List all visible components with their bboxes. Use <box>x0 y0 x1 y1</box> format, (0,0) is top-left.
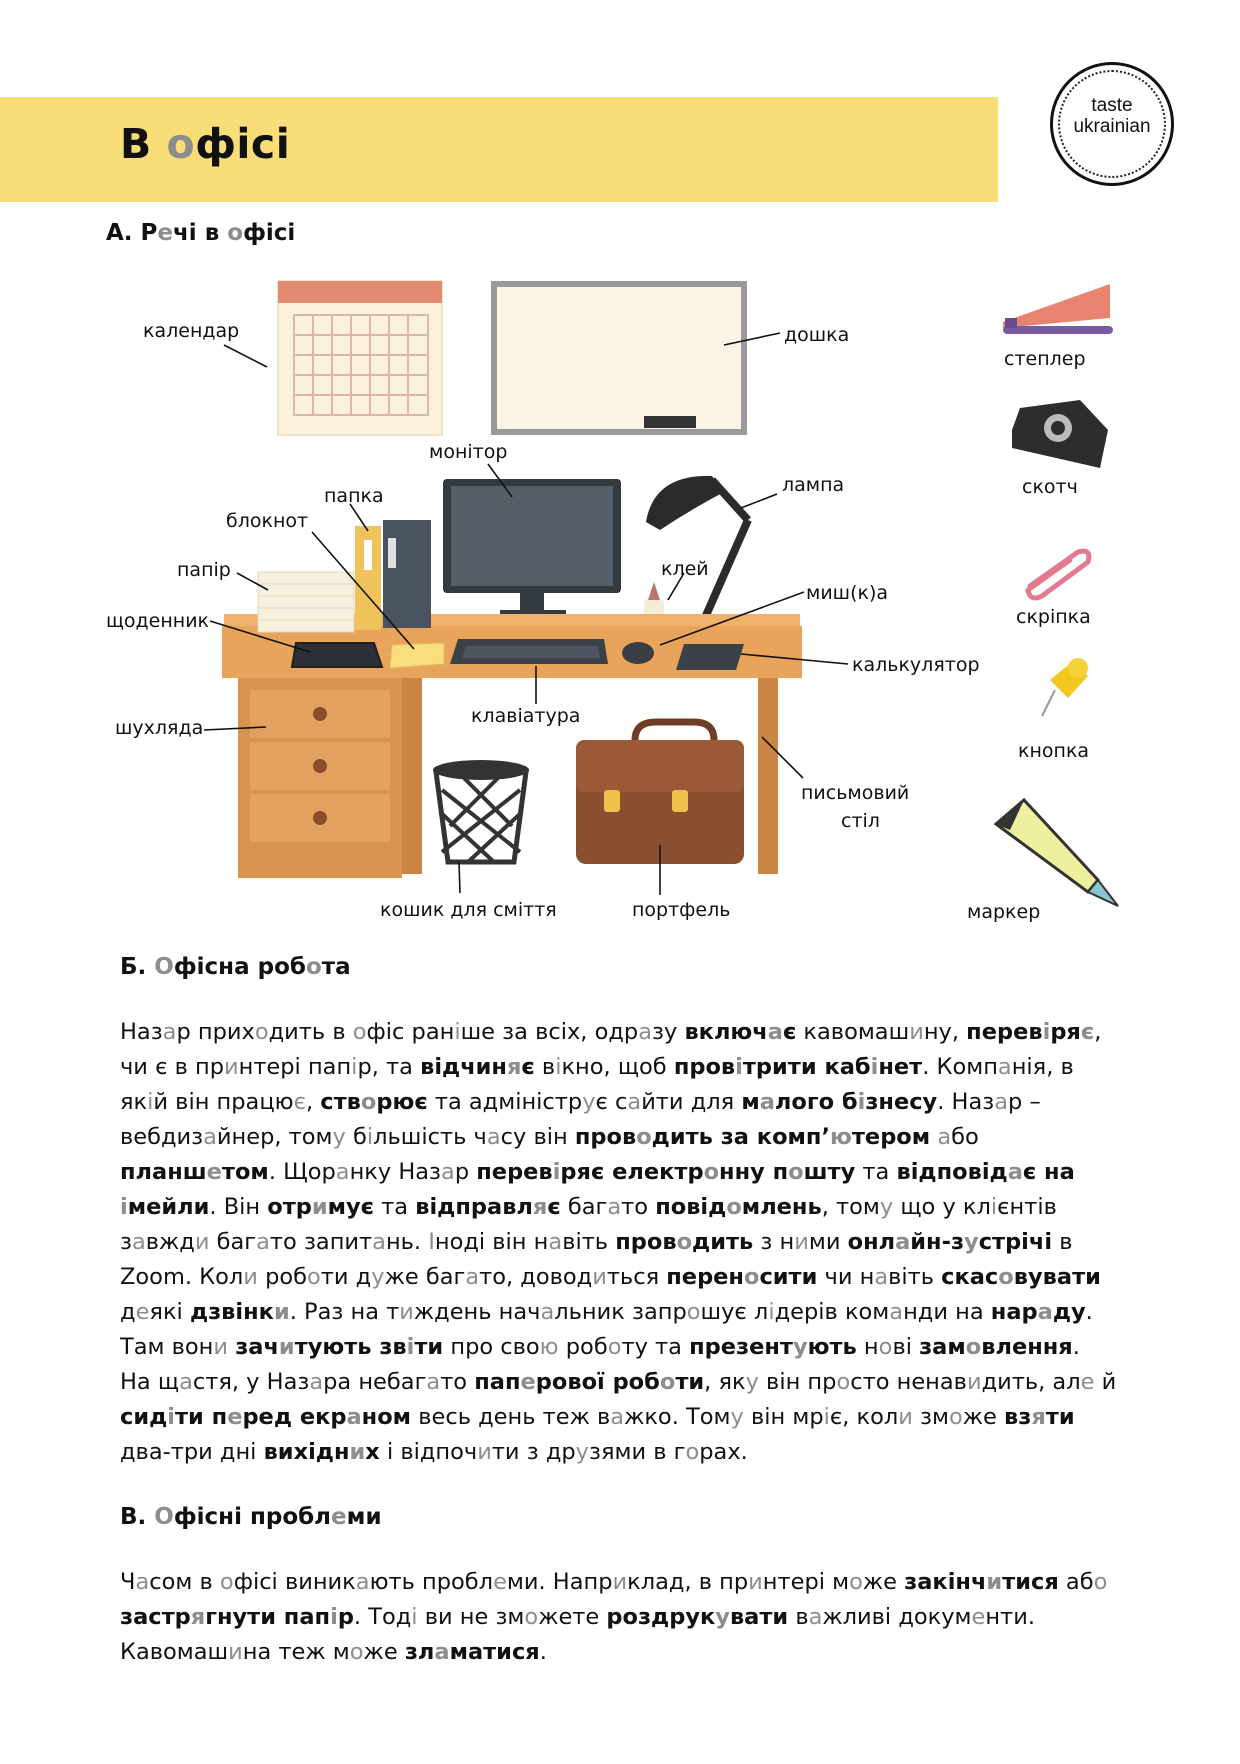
label-diary: щоденник <box>106 610 210 632</box>
label-monitor: монітор <box>429 441 508 463</box>
page-title: В офісі <box>120 120 291 168</box>
paperclip-image <box>1028 551 1089 598</box>
label-paperclip: скріпка <box>1016 606 1091 628</box>
label-keyboard: клавіатура <box>471 705 581 727</box>
folders-image <box>355 520 431 630</box>
notepad-image <box>390 643 444 668</box>
label-board: дошка <box>784 324 850 346</box>
tape-dispenser-image <box>1012 400 1108 468</box>
diary-image <box>292 643 382 667</box>
calculator-image <box>676 644 744 670</box>
label-desk-line-2: стіл <box>841 810 880 832</box>
label-notepad: блокнот <box>226 510 309 532</box>
logo-line-1: taste <box>1091 95 1133 116</box>
label-paper: папір <box>177 559 231 581</box>
label-calculator: калькулятор <box>852 654 980 676</box>
label-folder: папка <box>324 485 384 507</box>
section-c-heading: В. Офісні проблеми <box>120 1504 382 1530</box>
label-briefcase: портфель <box>632 899 731 921</box>
label-mouse: миш(к)а <box>806 582 889 604</box>
stapler-image <box>1003 284 1113 334</box>
logo-line-2: ukrainian <box>1073 116 1151 137</box>
calendar-image <box>278 281 442 435</box>
trash-bin-image <box>433 760 529 862</box>
label-calendar: календар <box>143 320 240 342</box>
section-c-paragraph: Часом в офісі виникають проблеми. Наприклад, в принтері може закінчитися або застрягнути папір. Тоді ви не зможете роздрукувати важливі документи. Кавомашина теж може зламатися. <box>120 1569 1108 1665</box>
label-tape: скотч <box>1022 476 1078 498</box>
label-lamp: лампа <box>782 474 845 496</box>
label-trash: кошик для сміття <box>380 899 557 921</box>
whiteboard-image <box>494 284 744 432</box>
section-a-heading: А. Речі в офісі <box>106 220 296 246</box>
label-pushpin: кнопка <box>1018 740 1090 762</box>
label-drawer: шухляда <box>115 717 204 739</box>
briefcase-image <box>576 722 744 864</box>
label-marker: маркер <box>967 901 1041 923</box>
label-stapler: степлер <box>1004 348 1086 370</box>
section-b-heading: Б. Офісна робота <box>120 954 351 980</box>
pushpin-image <box>1042 658 1088 716</box>
section-b-paragraph: Назар приходить в офіс раніше за всіх, одразу включає кавомашину, перевіряє, чи є в принтері папір, та відчиняє вікно, щоб провітрити кабінет. Компанія, в якій він працює, створює та адмініструє сайти для малого бізнесу. Назар – вебдизайнер, тому більшість часу він проводить за комп’ютером або планшетом. Щоранку Назар перевіряє електронну пошту та відповідає на імейли. Він отримує та відправляє багато повідомлень, тому що у клієнтів завжди багато запитань. Іноді він навіть проводить з ними онлайн-зустрічі в Zoom. Коли роботи дуже багато, доводиться переносити чи навіть скасовувати деякі дзвінки. Раз на тиждень начальник запрошує лідерів команди на нараду. Там вони зачитують звіти про свою роботу та презентують нові замовлення. На щастя, у Назара небагато паперової роботи, яку він просто ненавидить, але й сидіти перед екраном весь день теж важко. Тому він мріє, коли зможе взяти два-три дні вихідних і відпочити з друзями в горах. <box>120 1019 1117 1465</box>
label-glue: клей <box>661 558 709 580</box>
marker-image <box>996 800 1118 906</box>
monitor-image <box>443 479 621 618</box>
mouse-image <box>622 642 654 664</box>
label-desk-line-1: письмовий <box>801 782 910 804</box>
keyboard-image <box>450 639 608 664</box>
paper-stack-image <box>258 572 354 632</box>
